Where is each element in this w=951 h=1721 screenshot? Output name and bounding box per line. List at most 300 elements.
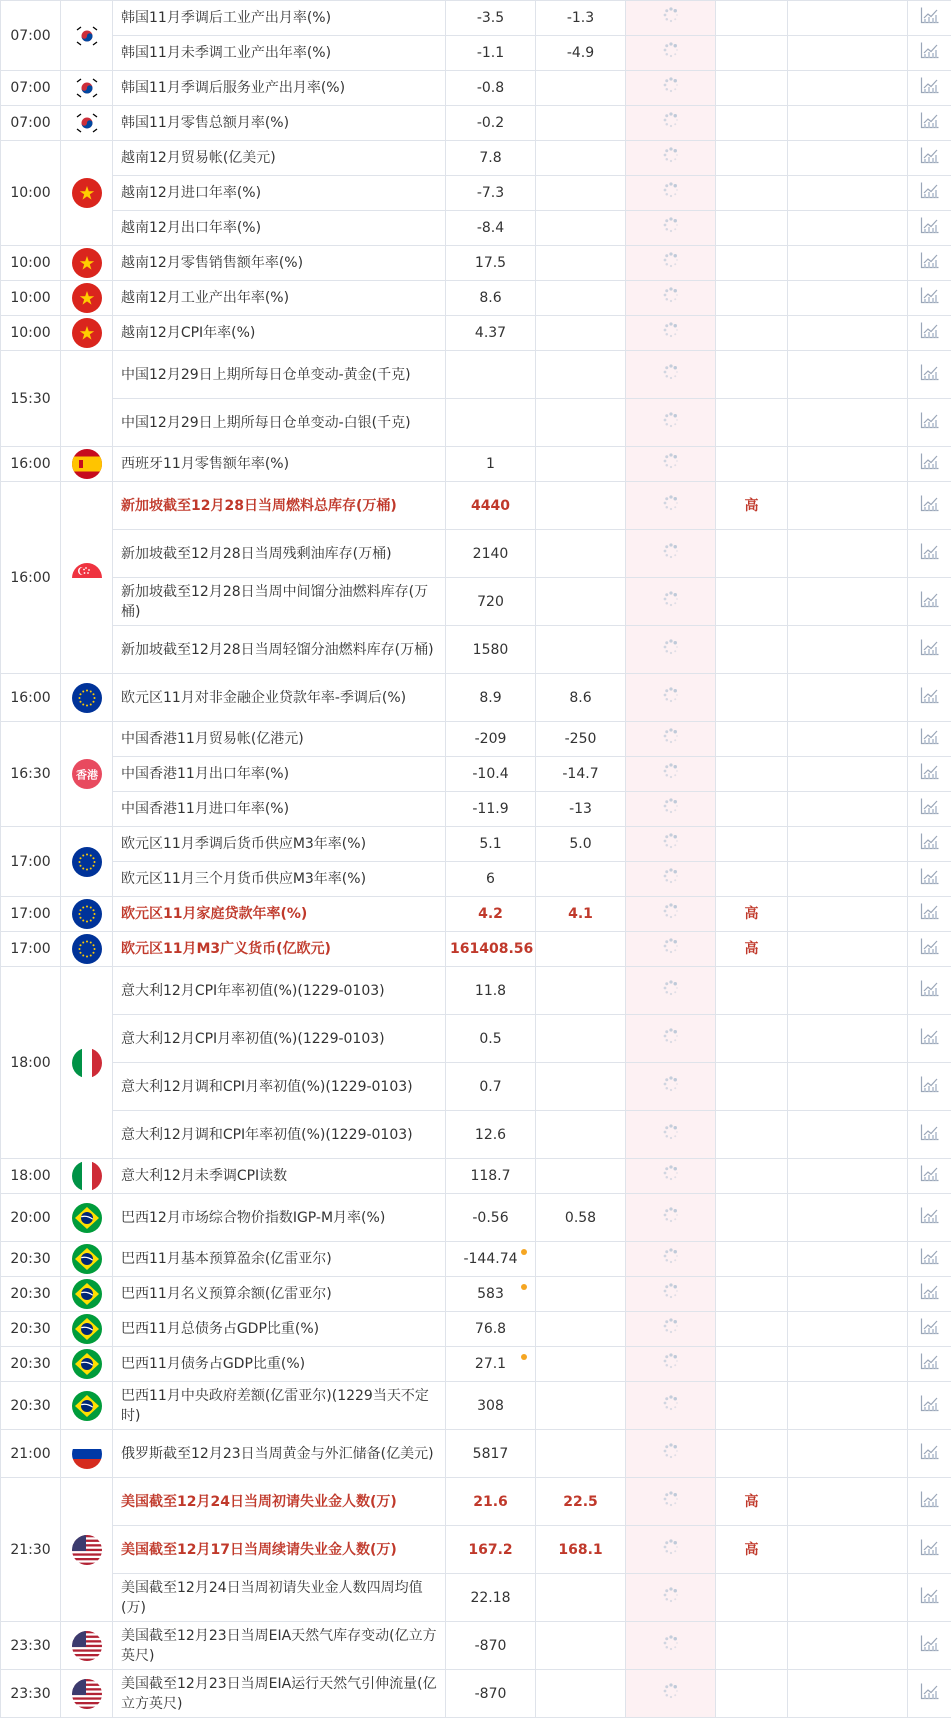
chart-link[interactable] [908, 722, 951, 757]
event-row [1, 246, 951, 281]
actual-value [626, 757, 716, 792]
chart-link[interactable] [908, 862, 951, 897]
event-name[interactable]: 巴西11月总债务占GDP比重(%) [113, 1312, 446, 1347]
loading-spinner-icon [662, 1448, 680, 1464]
loading-spinner-icon [662, 1129, 680, 1145]
event-row [1, 530, 951, 578]
event-name[interactable]: 越南12月贸易帐(亿美元) [113, 141, 446, 176]
chart-icon[interactable] [920, 803, 940, 819]
forecast-value: 4.1 [536, 897, 626, 932]
chart-link[interactable] [908, 1, 951, 36]
chart-icon[interactable] [920, 1323, 940, 1339]
importance-badge [716, 1015, 788, 1063]
interpretation-cell [788, 1, 908, 36]
country-flag [61, 1430, 113, 1478]
actual-value [626, 1574, 716, 1622]
forecast-value [536, 141, 626, 176]
chart-link[interactable] [908, 351, 951, 399]
chart-icon[interactable] [920, 222, 940, 238]
actual-value [626, 1194, 716, 1242]
chart-link[interactable] [908, 578, 951, 626]
chart-icon[interactable] [920, 1544, 940, 1560]
chart-link[interactable] [908, 71, 951, 106]
event-name[interactable]: 美国截至12月23日当周EIA天然气库存变动(亿立方英尺) [113, 1622, 446, 1670]
interpretation-cell [788, 246, 908, 281]
loading-spinner-icon [662, 222, 680, 238]
event-row [1, 447, 951, 482]
event-time: 16:00 [1, 674, 61, 722]
loading-spinner-icon [662, 1496, 680, 1512]
country-flag [61, 1194, 113, 1242]
event-name[interactable]: 巴西11月名义预算余额(亿雷亚尔) [113, 1277, 446, 1312]
chart-icon[interactable] [920, 500, 940, 516]
loading-spinner-icon [662, 1288, 680, 1304]
previous-value: 0.7 [446, 1063, 536, 1111]
country-flag [61, 1347, 113, 1382]
interpretation-cell [788, 1277, 908, 1312]
chart-link[interactable] [908, 399, 951, 447]
previous-value: 308 [446, 1382, 536, 1430]
event-name[interactable]: 中国香港11月进口年率(%) [113, 792, 446, 827]
korea-flag-icon [72, 21, 102, 51]
brazil-flag-icon [72, 1391, 102, 1421]
interpretation-cell [788, 71, 908, 106]
chart-icon[interactable] [920, 82, 940, 98]
event-time: 16:00 [1, 482, 61, 674]
country-flag [61, 1312, 113, 1347]
chart-icon[interactable] [920, 1288, 940, 1304]
chart-icon[interactable] [920, 12, 940, 28]
chart-link[interactable] [908, 1194, 951, 1242]
chart-icon[interactable] [920, 187, 940, 203]
forecast-value [536, 447, 626, 482]
event-name[interactable]: 越南12月进口年率(%) [113, 176, 446, 211]
chart-icon[interactable] [920, 1129, 940, 1145]
event-name[interactable]: 意大利12月CPI年率初值(%)(1229-0103) [113, 967, 446, 1015]
event-row [1, 1574, 951, 1622]
importance-badge [716, 1242, 788, 1277]
event-name[interactable]: 韩国11月零售总额月率(%) [113, 106, 446, 141]
chart-icon[interactable] [920, 768, 940, 784]
chart-icon[interactable] [920, 327, 940, 343]
chart-link[interactable] [908, 1159, 951, 1194]
chart-icon[interactable] [920, 596, 940, 612]
importance-badge [716, 281, 788, 316]
previous-value: 7.8 [446, 141, 536, 176]
previous-value: 1580 [446, 626, 536, 674]
chart-link[interactable] [908, 141, 951, 176]
country-flag [61, 316, 113, 351]
importance-badge [716, 399, 788, 447]
chart-link[interactable] [908, 1670, 951, 1718]
event-name[interactable]: 越南12月出口年率(%) [113, 211, 446, 246]
event-name[interactable]: 美国截至12月23日当周EIA运行天然气引伸流量(亿立方英尺) [113, 1670, 446, 1718]
chart-link[interactable] [908, 1111, 951, 1159]
country-flag [61, 141, 113, 246]
chart-link[interactable] [908, 792, 951, 827]
chart-icon[interactable] [920, 417, 940, 433]
event-time: 10:00 [1, 141, 61, 246]
chart-icon[interactable] [920, 873, 940, 889]
chart-link[interactable] [908, 1312, 951, 1347]
event-time: 17:00 [1, 827, 61, 897]
interpretation-cell [788, 1015, 908, 1063]
loading-spinner-icon [662, 596, 680, 612]
event-name[interactable]: 韩国11月季调后工业产出月率(%) [113, 1, 446, 36]
interpretation-cell [788, 1347, 908, 1382]
previous-value: -0.56 [446, 1194, 536, 1242]
loading-spinner-icon [662, 1212, 680, 1228]
actual-value [626, 792, 716, 827]
event-row [1, 106, 951, 141]
event-name[interactable]: 美国截至12月17日当周续请失业金人数(万) [113, 1526, 446, 1574]
event-name[interactable]: 越南12月工业产出年率(%) [113, 281, 446, 316]
event-name[interactable]: 欧元区11月季调后货币供应M3年率(%) [113, 827, 446, 862]
event-name[interactable]: 新加坡截至12月28日当周轻馏分油燃料库存(万桶) [113, 626, 446, 674]
chart-icon[interactable] [920, 908, 940, 924]
forecast-value: -250 [536, 722, 626, 757]
importance-badge [716, 626, 788, 674]
loading-spinner-icon [662, 369, 680, 385]
previous-value: -8.4 [446, 211, 536, 246]
interpretation-cell [788, 1312, 908, 1347]
chart-link[interactable] [908, 1382, 951, 1430]
chart-link[interactable] [908, 1526, 951, 1574]
event-time: 23:30 [1, 1670, 61, 1718]
event-name[interactable]: 中国香港11月出口年率(%) [113, 757, 446, 792]
loading-spinner-icon [662, 117, 680, 133]
forecast-value [536, 1574, 626, 1622]
event-row [1, 351, 951, 399]
chart-icon[interactable] [920, 1688, 940, 1704]
chart-icon[interactable] [920, 943, 940, 959]
event-name[interactable]: 欧元区11月三个月货币供应M3年率(%) [113, 862, 446, 897]
country-flag [61, 1242, 113, 1277]
chart-icon[interactable] [920, 1170, 940, 1186]
event-name[interactable]: 巴西11月债务占GDP比重(%) [113, 1347, 446, 1382]
country-flag [61, 674, 113, 722]
loading-spinner-icon [662, 152, 680, 168]
event-name[interactable]: 欧元区11月家庭贷款年率(%) [113, 897, 446, 932]
chart-icon[interactable] [920, 257, 940, 273]
interpretation-cell [788, 674, 908, 722]
chart-icon[interactable] [920, 1253, 940, 1269]
event-name[interactable]: 西班牙11月零售额年率(%) [113, 447, 446, 482]
chart-link[interactable] [908, 1430, 951, 1478]
event-row [1, 1063, 951, 1111]
event-row [1, 211, 951, 246]
actual-value [626, 626, 716, 674]
chart-link[interactable] [908, 757, 951, 792]
chart-icon[interactable] [920, 117, 940, 133]
event-name[interactable]: 新加坡截至12月28日当周残剩油库存(万桶) [113, 530, 446, 578]
chart-icon[interactable] [920, 985, 940, 1001]
previous-value: 118.7 [446, 1159, 536, 1194]
loading-spinner-icon [662, 873, 680, 889]
event-name[interactable]: 越南12月零售销售额年率(%) [113, 246, 446, 281]
chart-icon[interactable] [920, 1640, 940, 1656]
event-row [1, 722, 951, 757]
event-name[interactable]: 意大利12月未季调CPI读数 [113, 1159, 446, 1194]
chart-icon[interactable] [920, 1448, 940, 1464]
event-row [1, 674, 951, 722]
vietnam-flag-icon [72, 283, 102, 313]
event-row [1, 71, 951, 106]
country-flag [61, 1277, 113, 1312]
actual-value [626, 1622, 716, 1670]
event-name[interactable]: 韩国11月季调后服务业产出月率(%) [113, 71, 446, 106]
event-name[interactable]: 欧元区11月对非金融企业贷款年率-季调后(%) [113, 674, 446, 722]
actual-value [626, 578, 716, 626]
event-name[interactable]: 韩国11月未季调工业产出年率(%) [113, 36, 446, 71]
chart-link[interactable] [908, 1478, 951, 1526]
importance-badge [716, 1347, 788, 1382]
loading-spinner-icon [662, 692, 680, 708]
chart-link[interactable] [908, 176, 951, 211]
previous-value: 161408.56 [446, 932, 536, 967]
loading-spinner-icon [662, 1033, 680, 1049]
importance-badge [716, 722, 788, 757]
chart-link[interactable] [908, 967, 951, 1015]
event-row [1, 399, 951, 447]
chart-icon[interactable] [920, 292, 940, 308]
forecast-value: 0.58 [536, 1194, 626, 1242]
event-name[interactable]: 巴西11月基本预算盈余(亿雷亚尔) [113, 1242, 446, 1277]
chart-link[interactable] [908, 106, 951, 141]
importance-badge [716, 1574, 788, 1622]
event-name[interactable]: 欧元区11月M3广义货币(亿欧元) [113, 932, 446, 967]
event-name[interactable]: 新加坡截至12月28日当周燃料总库存(万桶) [113, 482, 446, 530]
chart-link[interactable] [908, 626, 951, 674]
country-flag [61, 351, 113, 447]
chart-link[interactable] [908, 1015, 951, 1063]
previous-value: 4.37 [446, 316, 536, 351]
chart-link[interactable] [908, 897, 951, 932]
event-row [1, 36, 951, 71]
chart-link[interactable] [908, 1622, 951, 1670]
event-row [1, 281, 951, 316]
loading-spinner-icon [662, 12, 680, 28]
event-row [1, 757, 951, 792]
loading-spinner-icon [662, 458, 680, 474]
chart-icon[interactable] [920, 1496, 940, 1512]
event-name[interactable]: 意大利12月调和CPI月率初值(%)(1229-0103) [113, 1063, 446, 1111]
interpretation-cell [788, 792, 908, 827]
country-flag [61, 246, 113, 281]
forecast-value [536, 211, 626, 246]
loading-spinner-icon [662, 1081, 680, 1097]
event-name[interactable]: 新加坡截至12月28日当周中间馏分油燃料库存(万桶) [113, 578, 446, 626]
chart-link[interactable] [908, 827, 951, 862]
loading-spinner-icon [662, 803, 680, 819]
chart-link[interactable] [908, 674, 951, 722]
event-name[interactable]: 越南12月CPI年率(%) [113, 316, 446, 351]
event-row [1, 1312, 951, 1347]
event-row [1, 792, 951, 827]
loading-spinner-icon [662, 1323, 680, 1339]
event-row [1, 1194, 951, 1242]
previous-value: 2140 [446, 530, 536, 578]
previous-value: -1.1 [446, 36, 536, 71]
interpretation-cell [788, 281, 908, 316]
event-time: 16:30 [1, 722, 61, 827]
event-name[interactable]: 中国12月29日上期所每日仓单变动-白银(千克) [113, 399, 446, 447]
actual-value [626, 281, 716, 316]
actual-value [626, 1430, 716, 1478]
importance-badge [716, 967, 788, 1015]
chart-link[interactable] [908, 447, 951, 482]
importance-badge [716, 674, 788, 722]
forecast-value [536, 351, 626, 399]
forecast-value [536, 1159, 626, 1194]
actual-value [626, 967, 716, 1015]
actual-value [626, 1159, 716, 1194]
event-time: 21:00 [1, 1430, 61, 1478]
actual-value [626, 530, 716, 578]
chart-link[interactable] [908, 1347, 951, 1382]
interpretation-cell [788, 757, 908, 792]
previous-value: 27.1 [446, 1347, 536, 1382]
chart-icon[interactable] [920, 692, 940, 708]
event-name[interactable]: 中国12月29日上期所每日仓单变动-黄金(千克) [113, 351, 446, 399]
event-name[interactable]: 巴西12月市场综合物价指数IGP-M月率(%) [113, 1194, 446, 1242]
chart-icon[interactable] [920, 838, 940, 854]
forecast-value [536, 1622, 626, 1670]
previous-value: 76.8 [446, 1312, 536, 1347]
interpretation-cell [788, 1574, 908, 1622]
chart-link[interactable] [908, 1277, 951, 1312]
actual-value [626, 1277, 716, 1312]
forecast-value [536, 1347, 626, 1382]
event-time: 16:00 [1, 447, 61, 482]
chart-link[interactable] [908, 482, 951, 530]
event-name[interactable]: 巴西11月中央政府差额(亿雷亚尔)(1229当天不定时) [113, 1382, 446, 1430]
chart-icon[interactable] [920, 1212, 940, 1228]
event-row [1, 1478, 951, 1526]
chart-icon[interactable] [920, 47, 940, 63]
chart-icon[interactable] [920, 644, 940, 660]
event-row [1, 1015, 951, 1063]
importance-badge [716, 1, 788, 36]
chart-link[interactable] [908, 36, 951, 71]
interpretation-cell [788, 211, 908, 246]
chart-link[interactable] [908, 1242, 951, 1277]
chart-link[interactable] [908, 281, 951, 316]
interpretation-cell [788, 932, 908, 967]
country-flag [61, 722, 113, 827]
chart-icon[interactable] [920, 1033, 940, 1049]
loading-spinner-icon [662, 733, 680, 749]
previous-value: 1 [446, 447, 536, 482]
chart-link[interactable] [908, 246, 951, 281]
event-row [1, 316, 951, 351]
calendar-body [1, 1, 951, 1718]
previous-value: -0.2 [446, 106, 536, 141]
actual-value [626, 897, 716, 932]
forecast-value [536, 1312, 626, 1347]
importance-badge [716, 71, 788, 106]
revised-dot-icon [521, 1284, 527, 1290]
loading-spinner-icon [662, 417, 680, 433]
forecast-value: -13 [536, 792, 626, 827]
importance-badge: 高 [716, 482, 788, 530]
chart-link[interactable] [908, 316, 951, 351]
forecast-value [536, 1430, 626, 1478]
eu-flag-icon [72, 899, 102, 929]
forecast-value [536, 932, 626, 967]
chart-icon[interactable] [920, 369, 940, 385]
importance-badge [716, 316, 788, 351]
chart-icon[interactable] [920, 458, 940, 474]
event-row [1, 1670, 951, 1718]
chart-link[interactable] [908, 211, 951, 246]
chart-icon[interactable] [920, 1081, 940, 1097]
chart-link[interactable] [908, 1063, 951, 1111]
chart-icon[interactable] [920, 1592, 940, 1608]
forecast-value [536, 530, 626, 578]
country-flag [61, 281, 113, 316]
importance-badge [716, 1194, 788, 1242]
brazil-flag-icon [72, 1279, 102, 1309]
event-name[interactable]: 美国截至12月24日当周初请失业金人数四周均值(万) [113, 1574, 446, 1622]
chart-icon[interactable] [920, 1358, 940, 1374]
country-flag [61, 932, 113, 967]
actual-value [626, 447, 716, 482]
importance-badge: 高 [716, 932, 788, 967]
country-flag [61, 1382, 113, 1430]
importance-badge [716, 447, 788, 482]
previous-value: 5817 [446, 1430, 536, 1478]
revised-dot-icon [521, 1249, 527, 1255]
event-name[interactable]: 美国截至12月24日当周初请失业金人数(万) [113, 1478, 446, 1526]
previous-value: -870 [446, 1670, 536, 1718]
event-name[interactable]: 中国香港11月贸易帐(亿港元) [113, 722, 446, 757]
chart-icon[interactable] [920, 548, 940, 564]
importance-badge [716, 792, 788, 827]
chart-link[interactable] [908, 530, 951, 578]
forecast-value [536, 1670, 626, 1718]
chart-link[interactable] [908, 932, 951, 967]
event-time: 20:30 [1, 1277, 61, 1312]
previous-value: 4.2 [446, 897, 536, 932]
interpretation-cell [788, 1622, 908, 1670]
previous-value: 11.8 [446, 967, 536, 1015]
importance-badge [716, 530, 788, 578]
event-row [1, 897, 951, 932]
forecast-value: 22.5 [536, 1478, 626, 1526]
previous-value: 8.9 [446, 674, 536, 722]
loading-spinner-icon [662, 82, 680, 98]
event-row [1, 1430, 951, 1478]
chart-icon[interactable] [920, 152, 940, 168]
loading-spinner-icon [662, 1592, 680, 1608]
chart-icon[interactable] [920, 1400, 940, 1416]
event-name[interactable]: 意大利12月调和CPI年率初值(%)(1229-0103) [113, 1111, 446, 1159]
previous-value: 6 [446, 862, 536, 897]
previous-value: -870 [446, 1622, 536, 1670]
event-name[interactable]: 意大利12月CPI月率初值(%)(1229-0103) [113, 1015, 446, 1063]
country-flag [61, 71, 113, 106]
event-row [1, 862, 951, 897]
interpretation-cell [788, 1670, 908, 1718]
importance-badge [716, 1111, 788, 1159]
chart-icon[interactable] [920, 733, 940, 749]
event-name[interactable]: 俄罗斯截至12月23日当周黄金与外汇储备(亿美元) [113, 1430, 446, 1478]
chart-link[interactable] [908, 1574, 951, 1622]
loading-spinner-icon [662, 1400, 680, 1416]
previous-value: 22.18 [446, 1574, 536, 1622]
interpretation-cell [788, 1526, 908, 1574]
